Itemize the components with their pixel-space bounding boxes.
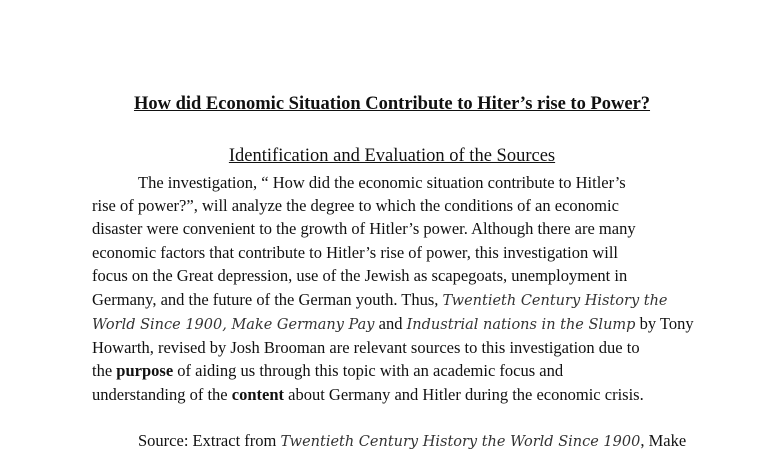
book-title: Twentieth Century History the [442, 293, 668, 309]
paragraph-text: the [92, 361, 117, 380]
section-heading: Identification and Evaluation of the Sources [228, 146, 556, 166]
paragraph-line: focus on the Great depression, use of the Jewish as scapegoats, unemployment in [92, 266, 628, 285]
paragraph-text: and [374, 314, 407, 333]
paragraph-line: economic factors that contribute to Hitler’s rise of power, this investigation will [92, 243, 618, 262]
book-title: Twentieth Century History the World Since 1900 [280, 434, 641, 450]
source-label: Source: Extract from [138, 431, 281, 450]
source-line [138, 431, 686, 452]
paragraph-text: about Germany and Hitler during the economic crisis. [284, 385, 644, 404]
paragraph-line [92, 361, 563, 381]
paragraph-line: rise of power?”, will analyze the degree to which the conditions of an economic [92, 196, 619, 215]
paragraph-line: disaster were convenient to the growth of Hitler’s power. Although there are many [92, 219, 636, 238]
paragraph-line [92, 290, 668, 311]
paragraph-text: of aiding us through this topic with an academic focus and [173, 361, 564, 380]
paragraph-line: Howarth, revised by Josh Brooman are relevant sources to this investigation due to [92, 338, 640, 357]
bold-keyword: content [231, 385, 285, 404]
paragraph-line: The investigation, “ How did the economic situation contribute to Hitler’s [138, 173, 626, 192]
bold-keyword: purpose [116, 361, 174, 380]
paragraph-text: Germany, and the future of the German youth. Thus, [92, 290, 443, 309]
paragraph-text: by Tony [635, 314, 694, 333]
paragraph-line [92, 314, 694, 335]
book-title: Industrial nations in the Slump [406, 317, 636, 333]
book-title: World Since 1900, Make Germany Pay [92, 317, 375, 333]
paragraph-line [92, 385, 644, 405]
source-text: , Make [640, 431, 687, 450]
paragraph-text: understanding of the [92, 385, 232, 404]
document-title: How did Economic Situation Contribute to Hiter’s rise to Power? [133, 94, 651, 114]
